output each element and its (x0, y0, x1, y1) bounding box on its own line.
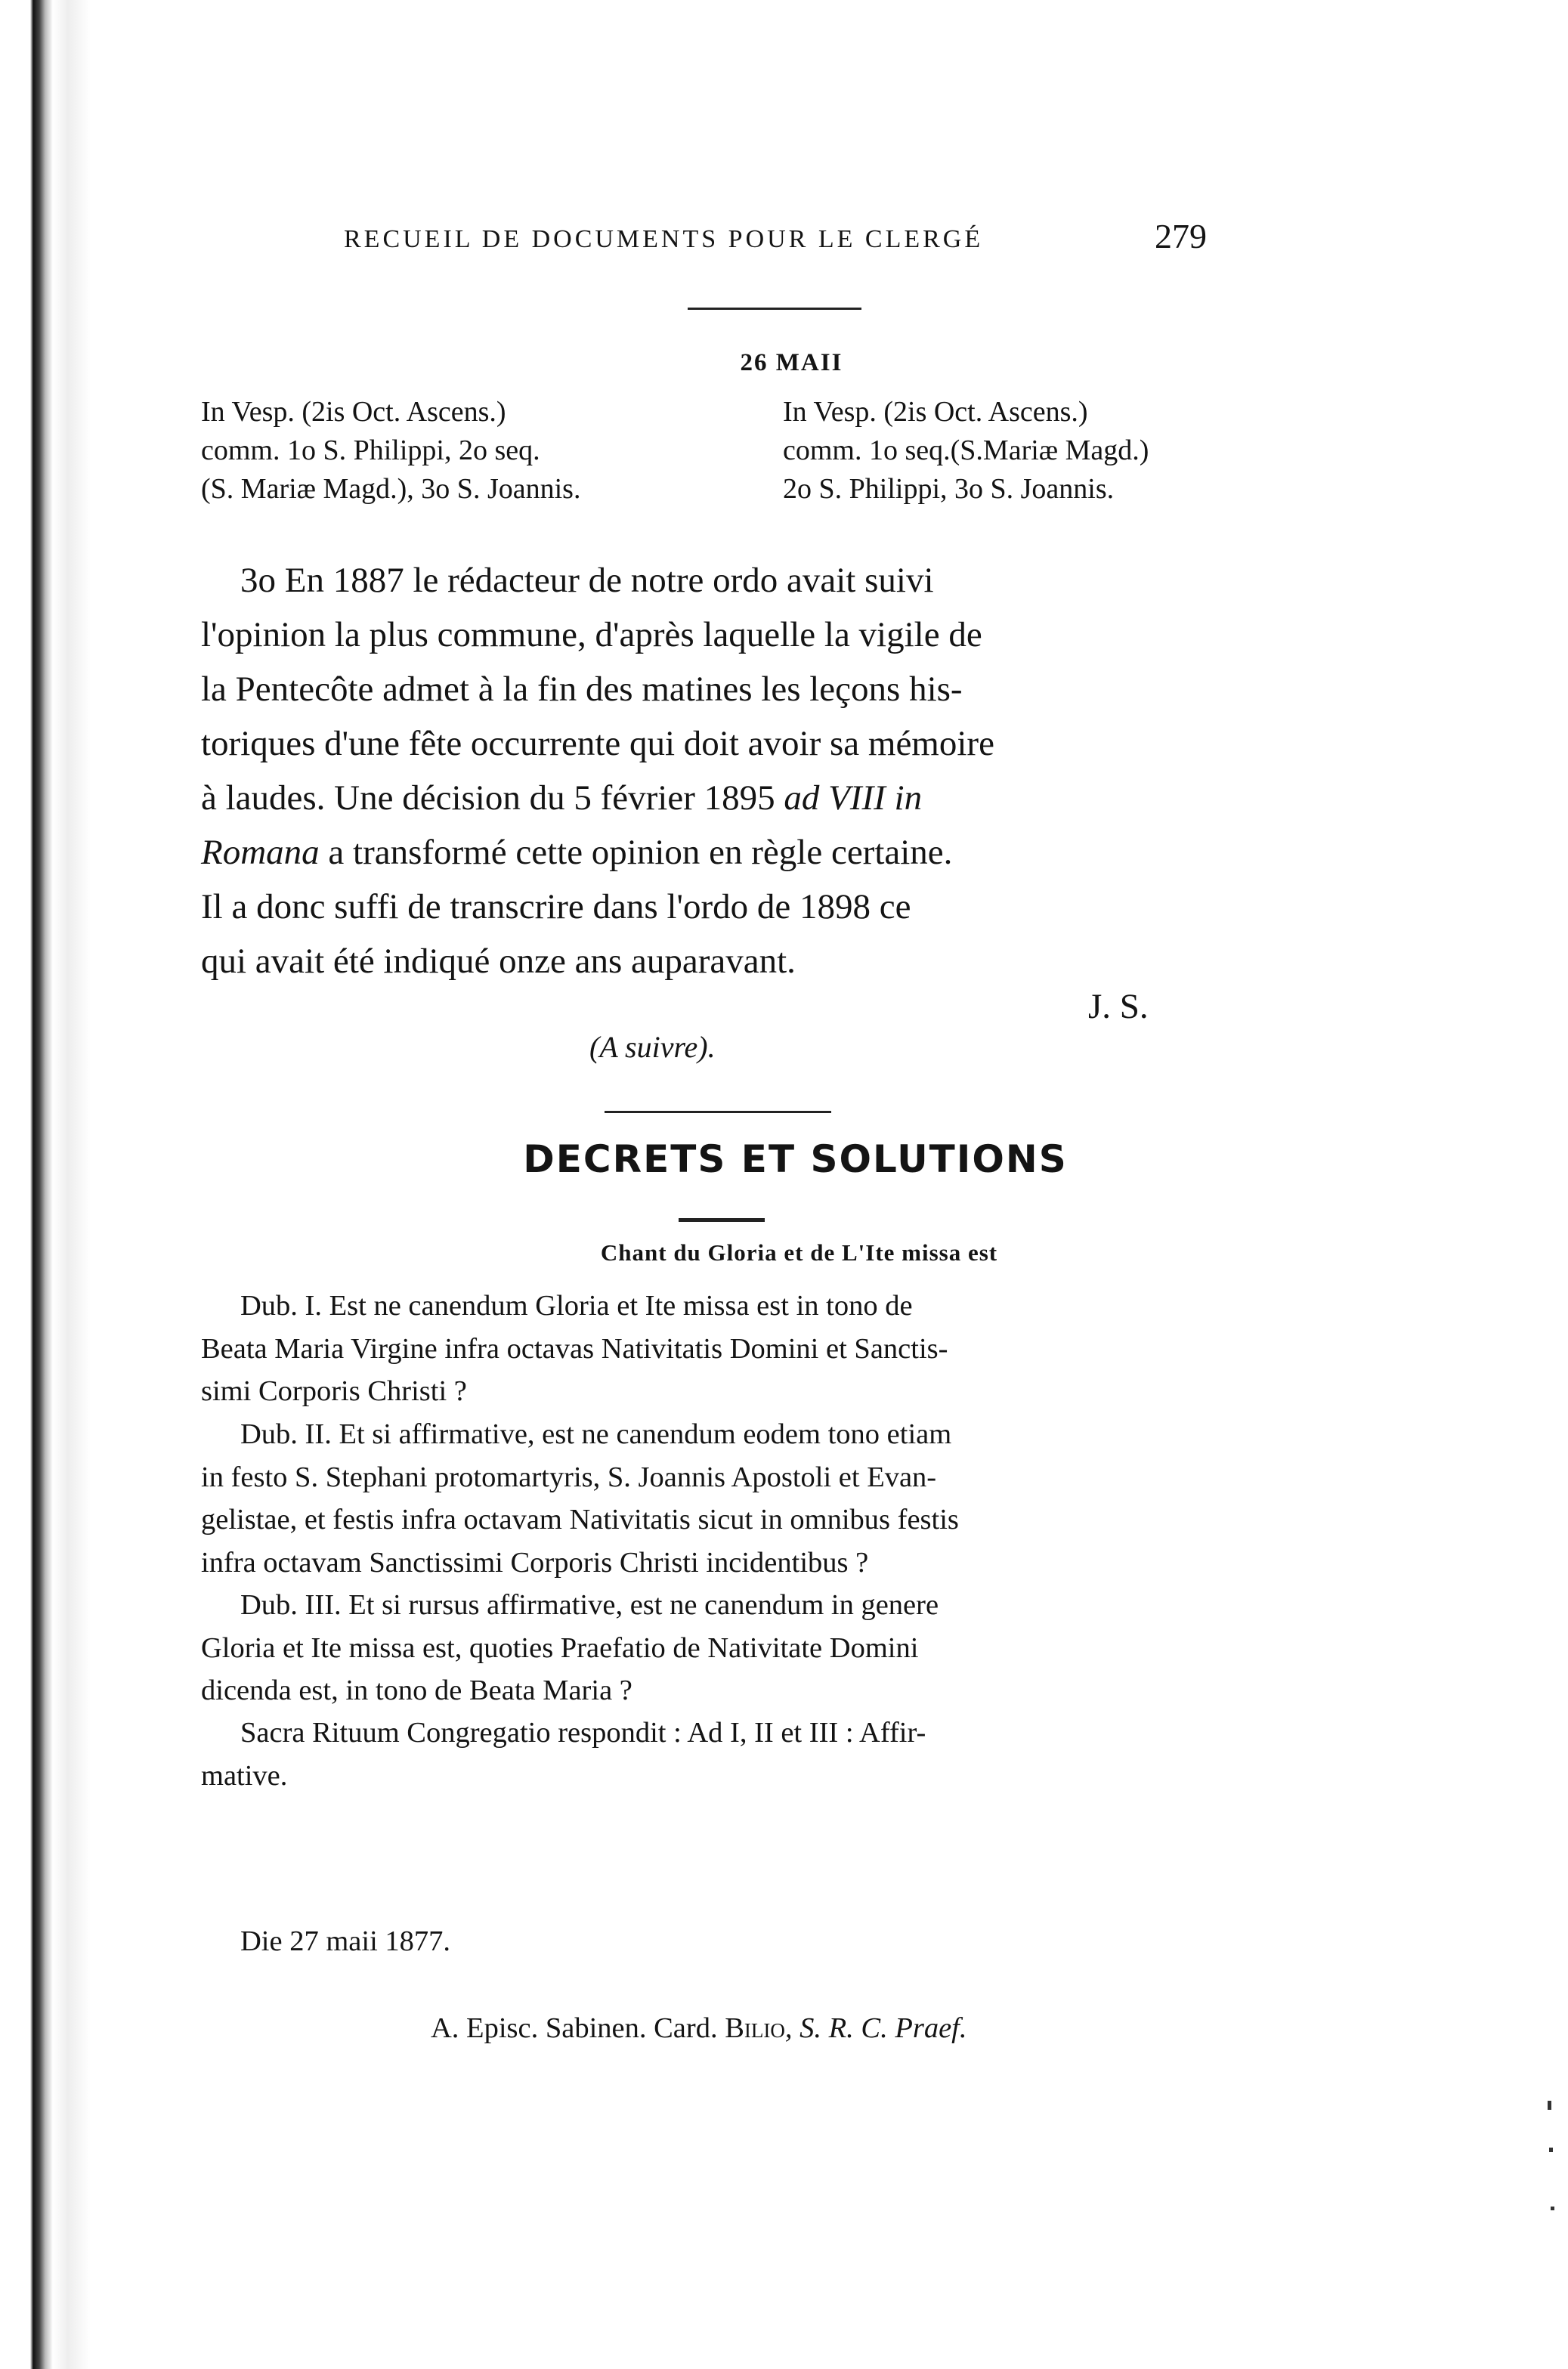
decision-citation-place: Romana (201, 833, 320, 872)
paragraph-line (201, 771, 1238, 825)
left-column (201, 393, 580, 509)
paragraph-line: Il a donc suffi de transcrire dans l'ordo de 1898 ce (201, 887, 911, 926)
dubium-line: simi Corporis Christi ? (201, 1375, 467, 1407)
dubium-1 (201, 1285, 1238, 1413)
decision-citation: ad VIII in (784, 778, 923, 818)
author-initials: J. S. (1088, 987, 1149, 1026)
paragraph-line: qui avait été indiqué onze ans auparavant. (201, 942, 796, 981)
paragraph-line: toriques d'une fête occurrente qui doit avoir sa mémoire (201, 724, 994, 763)
dubium-line: dicenda est, in tono de Beata Maria ? (201, 1675, 632, 1706)
to-be-continued: (A suivre). (589, 1030, 716, 1064)
header-rule (688, 308, 861, 310)
paragraph-line: la Pentecôte admet à la fin des matines les leçons his- (201, 670, 963, 709)
left-column-line: In Vesp. (2is Oct. Ascens.) (201, 396, 506, 428)
print-speck (1549, 2148, 1553, 2152)
signature-title: , S. R. C. Praef. (784, 2012, 967, 2044)
dubium-line: Dub. I. Est ne canendum Gloria et Ite missa est in tono de (240, 1290, 913, 1322)
section-separator-rule (605, 1111, 831, 1113)
print-speck (1551, 2207, 1554, 2210)
right-column (783, 393, 1149, 509)
right-column-line: In Vesp. (2is Oct. Ascens.) (783, 396, 1088, 428)
dubium-line: gelistae, et festis infra octavam Nativitatis sicut in omnibus festis (201, 1504, 959, 1536)
print-speck (1548, 2101, 1551, 2110)
main-paragraph (201, 553, 1238, 988)
paragraph-text: à laudes. Une décision du 5 février 1895 (201, 778, 784, 818)
date-heading: 26 MAII (740, 349, 843, 376)
right-column-line: comm. 1o seq.(S.Mariæ Magd.) (783, 435, 1149, 466)
dubium-line: infra octavam Sanctissimi Corporis Christi incidentibus ? (201, 1546, 869, 1579)
dubium-3 (201, 1584, 1238, 1712)
left-column-line: comm. 1o S. Philippi, 2o seq. (201, 435, 540, 466)
decree-date: Die 27 maii 1877. (240, 1925, 451, 1957)
left-column-line: (S. Mariæ Magd.), 3o S. Joannis. (201, 473, 581, 505)
dubium-line: in festo S. Stephani protomartyris, S. Joannis Apostoli et Evan- (201, 1461, 937, 1493)
signature-name: Bilio (725, 2012, 785, 2044)
signature-prefix: A. Episc. Sabinen. Card. (431, 2012, 725, 2044)
page-number: 279 (1155, 217, 1207, 255)
dubium-line: Dub. III. Et si rursus affirmative, est ne canendum in genere (240, 1589, 939, 1621)
response-line: Sacra Rituum Congregatio respondit : Ad I, II et III : Affir- (240, 1717, 926, 1749)
section-title-underline (679, 1218, 765, 1222)
paragraph-line: l'opinion la plus commune, d'après laquelle la vigile de (201, 615, 982, 654)
dubium-2 (201, 1413, 1238, 1584)
dubium-line: Beata Maria Virgine infra octavas Nativitatis Domini et Sanctis- (201, 1332, 948, 1365)
paragraph-line: 3o En 1887 le rédacteur de notre ordo avait suivi (240, 561, 934, 600)
decree-signature (431, 2012, 966, 2045)
running-head: RECUEIL DE DOCUMENTS POUR LE CLERGÉ (344, 225, 984, 253)
right-column-line: 2o S. Philippi, 3o S. Joannis. (783, 473, 1115, 505)
dubium-line: Dub. II. Et si affirmative, est ne canendum eodem tono etiam (240, 1418, 952, 1450)
congregation-response (201, 1712, 1238, 1797)
response-line: mative. (201, 1759, 288, 1792)
section-title: DECRETS ET SOLUTIONS (523, 1137, 1068, 1181)
dubium-line: Gloria et Ite missa est, quoties Praefatio de Nativitate Domini (201, 1631, 919, 1664)
paragraph-text: a transformé cette opinion en règle certaine. (319, 833, 953, 872)
subheading: Chant du Gloria et de L'Ite missa est (600, 1239, 998, 1266)
paragraph-line (201, 825, 1238, 880)
